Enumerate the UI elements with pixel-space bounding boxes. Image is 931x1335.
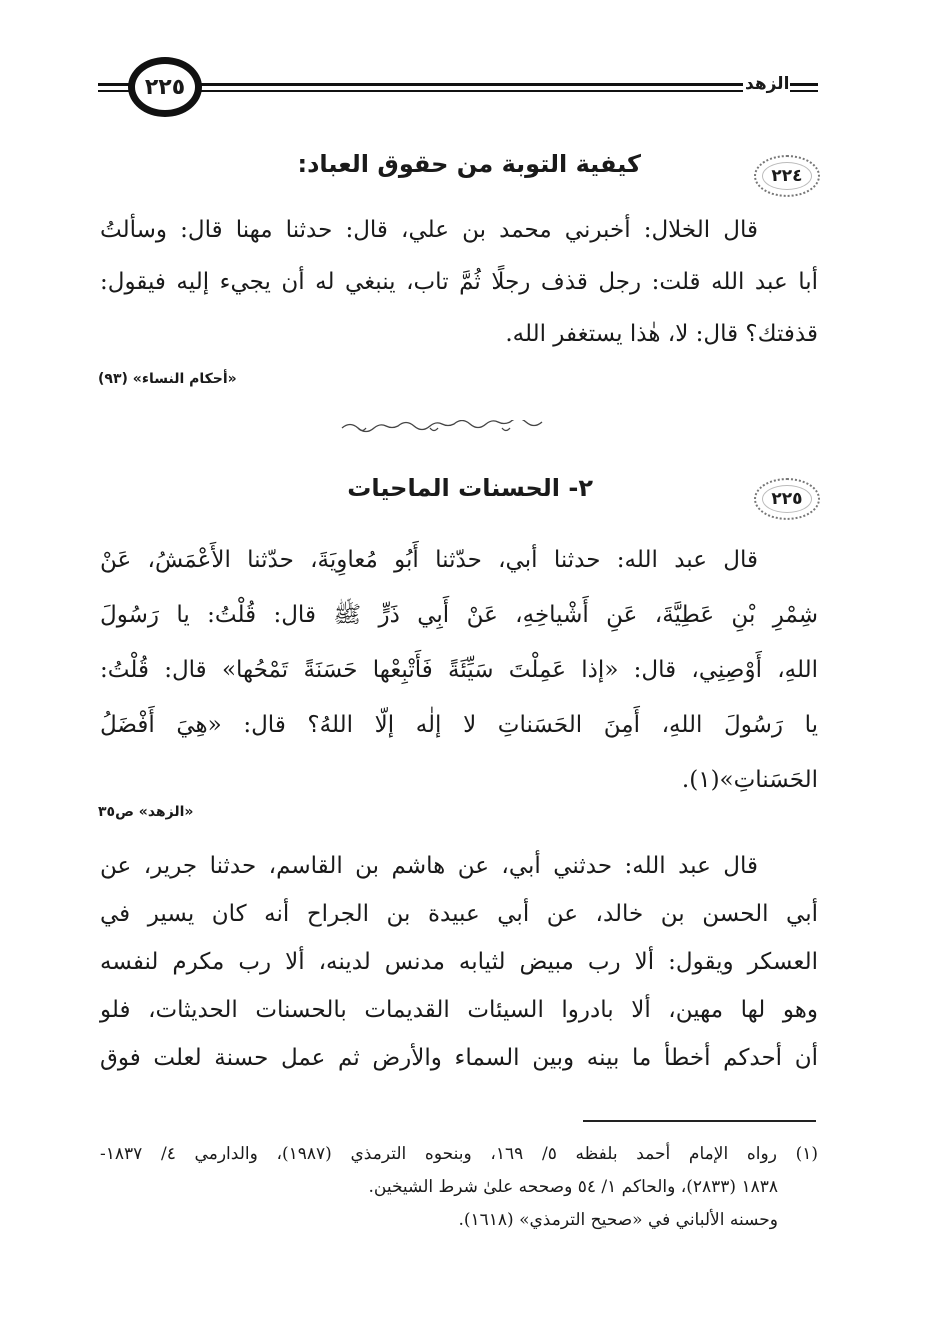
section-body [100, 533, 818, 808]
page-number-ring [128, 57, 202, 117]
section-title: ٢- الحسنات الماحيات [347, 474, 593, 502]
text-line: شِمْرِ بْنِ عَطِيَّةَ، عَنِ أَشْياخِهِ، عَنْ أَبِي ذَرٍّ ﷺ قال: قُلْتُ: يا رَسُولَ [100, 602, 818, 628]
header-rule-main [198, 83, 743, 86]
text-line: أبي الحسن بن خالد، عن أبي عبيدة بن الجراح أنه كان يسير في [100, 901, 818, 927]
footnote-rule [583, 1120, 816, 1122]
section-number: ٢٢٤ [771, 166, 803, 186]
text-line: العسكر ويقول: ألا رب مبيض لثيابه مدنس لدينه، ألا رب مكرم لنفسه [100, 949, 818, 975]
footnote-line: ١٨٣٨ (٢٨٣٣)، والحاكم ١/ ٥٤ وصححه علىٰ شرط الشيخين. [368, 1177, 778, 1197]
header-rule-left [98, 83, 132, 86]
page-number: ٢٢٥ [144, 74, 186, 100]
header-rule-left-thin [98, 90, 132, 92]
section-number: ٢٢٥ [771, 489, 803, 509]
footnote [100, 1138, 818, 1237]
running-title: الزهد [745, 74, 790, 94]
section-body [100, 204, 818, 360]
text-line: قال عبد الله: حدثنا أبي، حدّثنا أَبُو مُعاوِيَةَ، حدّثنا الأَعْمَشُ، عَنْ [100, 547, 758, 573]
text-line: أن أحدكم أخطأ ما بينه وبين السماء والأرض ثم عمل حسنة لعلت فوق [100, 1045, 818, 1071]
header-rule-right [790, 83, 818, 86]
header-rule-right-thin [790, 90, 818, 92]
text-line: قال عبد الله: حدثني أبي، عن هاشم بن القاسم، حدثنا جرير، عن [100, 853, 758, 879]
text-line: وهو لها مهين، ألا بادروا السيئات القديمات بالحسنات الحديثات، فلو [100, 997, 818, 1023]
text-line: قال الخلال: أخبرني محمد بن علي، قال: حدثنا مهنا قال: وسألتُ [100, 217, 758, 243]
text-line: يا رَسُولَ اللهِ، أَمِنَ الحَسَناتِ لا إلٰه إلّا اللهُ؟ قال: «هِيَ أَفْضَلُ [100, 712, 818, 738]
text-line: الحَسَناتِ»(١). [681, 767, 818, 793]
text-line: اللهِ، أَوْصِنِي، قال: «إذا عَمِلْتَ سَيِّئَةً فَأَتْبِعْها حَسَنَةً تَمْحُها» قال: قُلْتُ: [100, 657, 818, 683]
text-line: أبا عبد الله قلت: رجل قذف رجلًا ثُمَّ تاب، ينبغي له أن يجيء إليه فيقول: [100, 269, 818, 295]
text-line: قذفتك؟ قال: لا، هٰذا يستغفر الله. [505, 321, 818, 347]
section-number-badge [754, 478, 820, 520]
footnote-line: وحسنه الألباني في «صحيح الترمذي» (١٦١٨). [458, 1210, 778, 1230]
section-title: كيفية التوبة من حقوق العباد: [297, 150, 641, 178]
source-citation: «الزهد» ص٣٥ [98, 804, 194, 820]
header-rule-main-thin [198, 90, 743, 92]
narration-paragraph [100, 842, 818, 1082]
ornament-divider [338, 420, 554, 436]
footnote-line: (١) رواه الإمام أحمد بلفظه ٥/ ١٦٩، وبنحوه الترمذي (١٩٨٧)، والدارمي ٤/ ١٨٣٧- [100, 1144, 819, 1164]
source-citation: «أحكام النساء» (٩٣) [98, 371, 237, 387]
section-number-badge [754, 155, 820, 197]
